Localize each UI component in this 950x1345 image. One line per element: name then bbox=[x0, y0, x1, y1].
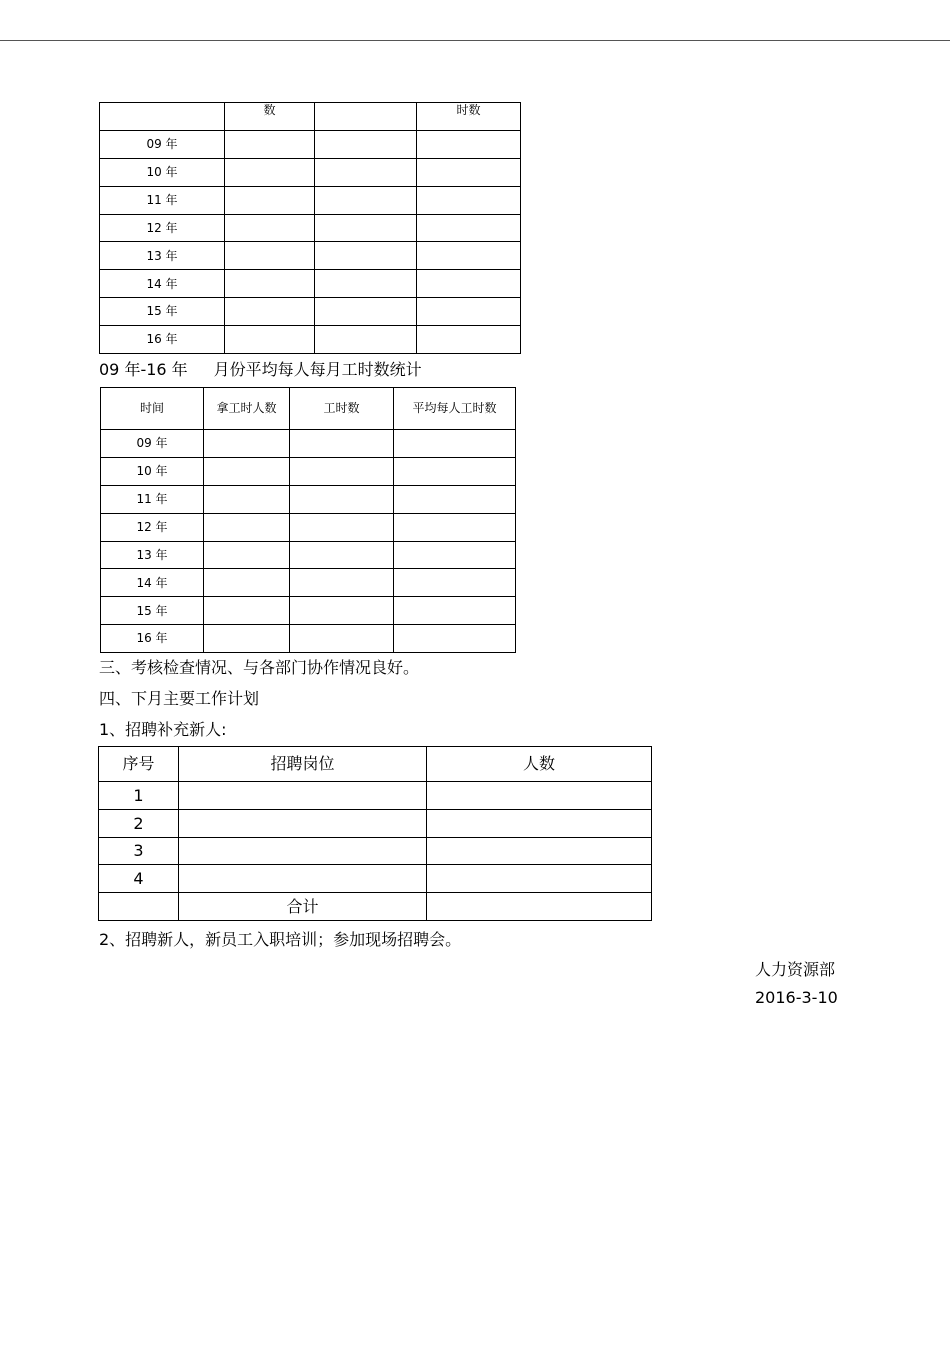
header-cell bbox=[100, 103, 225, 131]
empty-cell bbox=[179, 837, 427, 865]
table-monthly-avg-hours bbox=[100, 387, 516, 653]
empty-cell bbox=[315, 130, 417, 158]
empty-cell bbox=[417, 326, 521, 354]
empty-cell bbox=[290, 485, 394, 513]
empty-cell bbox=[417, 214, 521, 242]
header-cell: 拿工时人数 bbox=[204, 388, 290, 430]
table-row bbox=[101, 513, 516, 541]
empty-cell bbox=[225, 214, 315, 242]
index-cell: 1 bbox=[99, 782, 179, 810]
caption-title: 月份平均每人每月工时数统计 bbox=[213, 360, 422, 379]
table-recruitment bbox=[98, 746, 652, 921]
table-row bbox=[100, 298, 521, 326]
total-label: 合计 bbox=[179, 893, 427, 921]
table-row bbox=[100, 158, 521, 186]
empty-cell bbox=[204, 569, 290, 597]
empty-cell bbox=[290, 569, 394, 597]
empty-cell bbox=[394, 597, 516, 625]
empty-cell bbox=[179, 809, 427, 837]
empty-cell bbox=[204, 485, 290, 513]
year-cell: 13 年 bbox=[100, 242, 225, 270]
empty-cell bbox=[417, 298, 521, 326]
empty-cell bbox=[179, 782, 427, 810]
table-header-row bbox=[101, 388, 516, 430]
year-cell: 16 年 bbox=[101, 625, 204, 653]
year-cell: 16 年 bbox=[100, 326, 225, 354]
header-cell bbox=[315, 103, 417, 131]
table-row bbox=[100, 214, 521, 242]
empty-cell bbox=[225, 242, 315, 270]
table-row bbox=[101, 457, 516, 485]
empty-cell bbox=[427, 865, 652, 893]
table-row bbox=[100, 270, 521, 298]
empty-cell bbox=[204, 541, 290, 569]
empty-cell bbox=[225, 158, 315, 186]
index-cell: 4 bbox=[99, 865, 179, 893]
empty-cell bbox=[204, 597, 290, 625]
empty-cell bbox=[427, 837, 652, 865]
table-row bbox=[100, 242, 521, 270]
empty-cell bbox=[290, 625, 394, 653]
section-4-heading: 四、下月主要工作计划 bbox=[99, 689, 260, 708]
empty-cell bbox=[204, 457, 290, 485]
year-cell: 15 年 bbox=[100, 298, 225, 326]
index-cell: 2 bbox=[99, 809, 179, 837]
table-row bbox=[99, 837, 652, 865]
year-cell: 15 年 bbox=[101, 597, 204, 625]
empty-cell bbox=[394, 569, 516, 597]
year-cell: 14 年 bbox=[100, 270, 225, 298]
signature-date: 2016-3-10 bbox=[755, 988, 838, 1007]
empty-cell bbox=[204, 625, 290, 653]
table-row bbox=[99, 865, 652, 893]
index-cell: 3 bbox=[99, 837, 179, 865]
year-cell: 11 年 bbox=[101, 485, 204, 513]
empty-cell bbox=[315, 158, 417, 186]
empty-cell bbox=[427, 782, 652, 810]
empty-cell bbox=[394, 513, 516, 541]
signature-department: 人力资源部 bbox=[755, 960, 836, 979]
empty-cell bbox=[394, 541, 516, 569]
table-row bbox=[101, 541, 516, 569]
table-row bbox=[101, 569, 516, 597]
year-cell: 12 年 bbox=[100, 214, 225, 242]
item-2-text: 2、招聘新人，新员工入职培训；参加现场招聘会。 bbox=[99, 930, 462, 949]
year-cell: 10 年 bbox=[101, 457, 204, 485]
year-cell: 12 年 bbox=[101, 513, 204, 541]
table-yearly-hours bbox=[99, 102, 521, 354]
year-cell: 14 年 bbox=[101, 569, 204, 597]
empty-cell bbox=[204, 430, 290, 458]
empty-cell bbox=[315, 270, 417, 298]
total-row bbox=[99, 893, 652, 921]
header-cell: 数 bbox=[225, 103, 315, 131]
header-cell: 招聘岗位 bbox=[179, 747, 427, 782]
table-row bbox=[101, 485, 516, 513]
empty-cell bbox=[427, 809, 652, 837]
empty-cell bbox=[315, 186, 417, 214]
header-cell: 人数 bbox=[427, 747, 652, 782]
header-cell: 时数 bbox=[417, 103, 521, 131]
table-header-row bbox=[100, 103, 521, 131]
year-cell: 10 年 bbox=[100, 158, 225, 186]
empty-cell bbox=[225, 130, 315, 158]
table-row bbox=[100, 130, 521, 158]
empty-cell bbox=[290, 430, 394, 458]
header-cell: 工时数 bbox=[290, 388, 394, 430]
empty-cell bbox=[394, 625, 516, 653]
item-1-text: 1、招聘补充新人: bbox=[99, 720, 227, 739]
empty-cell bbox=[225, 270, 315, 298]
year-cell: 09 年 bbox=[100, 130, 225, 158]
empty-cell bbox=[179, 865, 427, 893]
empty-cell bbox=[290, 457, 394, 485]
empty-cell bbox=[417, 186, 521, 214]
empty-cell bbox=[394, 430, 516, 458]
table-row bbox=[100, 326, 521, 354]
table-row bbox=[101, 430, 516, 458]
empty-cell bbox=[290, 597, 394, 625]
empty-cell bbox=[290, 541, 394, 569]
empty-cell bbox=[204, 513, 290, 541]
table-row bbox=[99, 809, 652, 837]
section-3-text: 三、考核检查情况、与各部门协作情况良好。 bbox=[99, 658, 420, 677]
year-cell: 09 年 bbox=[101, 430, 204, 458]
empty-cell bbox=[290, 513, 394, 541]
table2-caption bbox=[99, 357, 422, 380]
empty-cell bbox=[417, 242, 521, 270]
header-cell: 时间 bbox=[101, 388, 204, 430]
year-cell: 11 年 bbox=[100, 186, 225, 214]
empty-cell bbox=[315, 242, 417, 270]
empty-cell bbox=[315, 326, 417, 354]
empty-cell bbox=[225, 326, 315, 354]
header-cell: 平均每人工时数 bbox=[394, 388, 516, 430]
caption-years: 09 年-16 年 bbox=[99, 360, 188, 379]
empty-cell bbox=[225, 298, 315, 326]
table-header-row bbox=[99, 747, 652, 782]
header-cell: 序号 bbox=[99, 747, 179, 782]
table-row bbox=[100, 186, 521, 214]
header-rule bbox=[0, 40, 950, 41]
empty-cell bbox=[315, 214, 417, 242]
table-row bbox=[101, 625, 516, 653]
empty-cell bbox=[417, 158, 521, 186]
empty-cell bbox=[394, 457, 516, 485]
table-row bbox=[99, 782, 652, 810]
empty-cell bbox=[427, 893, 652, 921]
table-row bbox=[101, 597, 516, 625]
year-cell: 13 年 bbox=[101, 541, 204, 569]
empty-cell bbox=[99, 893, 179, 921]
empty-cell bbox=[417, 270, 521, 298]
empty-cell bbox=[394, 485, 516, 513]
empty-cell bbox=[225, 186, 315, 214]
empty-cell bbox=[417, 130, 521, 158]
empty-cell bbox=[315, 298, 417, 326]
